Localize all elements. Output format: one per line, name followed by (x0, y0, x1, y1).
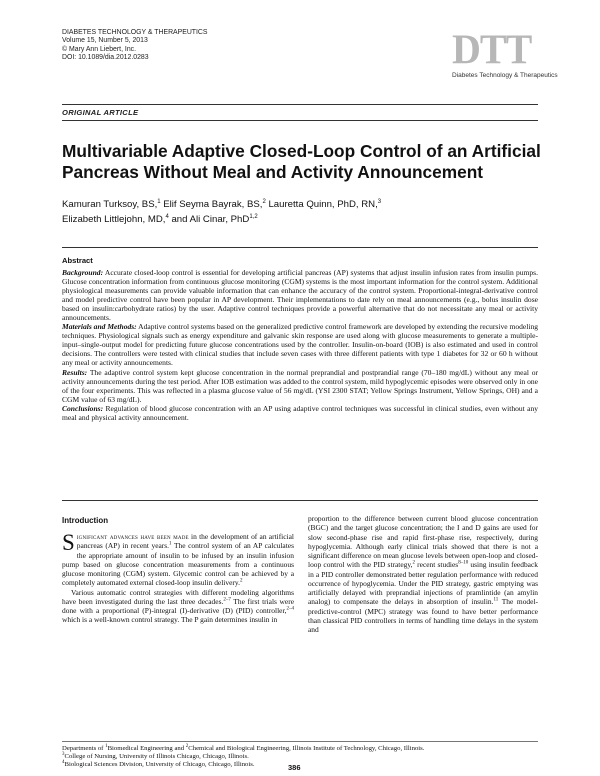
affiliation: Departments of $^1$Biomedical Engineering and $^2$Chemical and Biological Engineering, Illinois Institute of Technology, Chicago, Illinois. (62, 743, 425, 752)
abstract-label: Background: (62, 268, 104, 277)
author: Kamuran Turksoy, BS, (62, 199, 158, 210)
journal-logo (452, 25, 558, 98)
abstract-heading: Abstract (62, 256, 93, 265)
journal-name: DIABETES TECHNOLOGY & THERAPEUTICS (62, 29, 208, 36)
citation: 11 (493, 597, 499, 603)
header-rule-lower (62, 120, 538, 121)
abstract-label: Materials and Methods: (62, 322, 137, 332)
drop-cap: S (62, 530, 75, 555)
abstract-body (62, 268, 538, 422)
abstract-results: Results: The adaptive control system kept glucose concentration in the normal preprandial and postprandial range (70–180 mg/dL) without any meal or activity announcements during the test period. After IOB estimation was added to the control system, mild hypoglycemic episodes were observed only in one of the four experiments. This was reflected in a plasma glucose value of 56 mg/dL (YSI 2300 STAT; Yellow Springs Instrument, Yellow Springs, OH) and a CGM value of 63 mg/dL). (62, 367, 538, 404)
citation: 2 (412, 560, 415, 566)
author: Elizabeth Littlejohn, MD, (62, 213, 166, 225)
abstract-conclusions: Conclusions: Regulation of blood glucose concentration with an AP using adaptive control techniques was successful in clinical studies, even without any meal and physical activity announcement. (62, 403, 538, 422)
author: Elif Seyma Bayrak, BS, (160, 199, 263, 210)
author: and Ali Cinar, PhD (168, 213, 250, 225)
logo-letters: DTT (452, 25, 532, 74)
affiliation-mark: 3 (377, 198, 382, 205)
abstract-background: Background: Accurate closed-loop control is essential for developing artificial pancreas (AP) systems that adjust insulin infusion rates from insulin pumps. Glucose concentration information from continuous glucose monitoring (CGM) systems is the most important information for the control system. Additional physiological measurements can provide valuable information that can enhance the accuracy of the control system. Proportional-integral-derivative control and model predictive control have been popular in AP development. Their implementations to date rely on meal announcements (e.g., bolus insulin dose based on insulin:carbohydrate ratios) by the user. Adaptive control techniques provide a powerful alternative that do not necessitate any meal or activity announcements. (62, 268, 538, 323)
copyright: © Mary Ann Liebert, Inc. (62, 45, 137, 53)
text-column-left (62, 532, 294, 625)
section-heading-introduction: Introduction (62, 516, 109, 525)
affiliation: $^3$College of Nursing, University of Illinois Chicago, Chicago, Illinois. (62, 751, 249, 761)
paragraph: proportion to the difference between current blood glucose concentration (BGC) and the target glucose concentration; the I and D gains are used for slow second-phase rise and rapid first-phase rise, respectively, during hypoglycemia. Although early clinical trials showed that there is not a significant difference on mean glucose levels between open-loop and closed-loop control with the PID strategy,$^2$ recent studies$^{8-10}$ using insulin feedback in a PID controller demonstrated better regulation performance with reduced occurrence of hypoglycemia. Under the PID strategy, gastric emptying was artificially delayed with preprandial injections of pramlintide (an amylin analog) to compensate the delays in absorption of insulin.$^{11}$ The model-predictive-control (MPC) strategy was found to have better performance than classical PID controllers in terms of handling time delays in the system and (308, 514, 538, 634)
affiliation-mark: 1,2 (249, 213, 258, 220)
header-rule (62, 104, 538, 105)
citation: 2–7 (223, 597, 231, 603)
journal-volume: Volume 15, Number 5, 2013 (62, 37, 148, 45)
citation: 1 (169, 541, 172, 547)
article-type: ORIGINAL ARTICLE (62, 108, 139, 117)
logo-subtitle: Diabetes Technology & Therapeutics (452, 72, 558, 79)
citation: 2–4 (286, 606, 294, 612)
abstract-label: Results: (62, 367, 88, 377)
article-title: Multivariable Adaptive Closed-Loop Control of an Artificial Pancreas Without Meal and Activity Announcement (62, 141, 541, 182)
text-column-right (308, 514, 538, 634)
doi: DOI: 10.1089/dia.2012.0283 (62, 53, 149, 61)
affiliation: $^4$Biological Sciences Division, University of Chicago, Chicago, Illinois. (62, 760, 255, 769)
abstract-rule-lower (62, 500, 538, 501)
affiliation-mark: 4 (165, 213, 169, 220)
citation: 2 (239, 578, 243, 584)
affiliation-mark: 1 (157, 198, 161, 205)
affiliation-mark: 2 (262, 198, 266, 205)
abstract-label: Conclusions: (62, 403, 104, 413)
author: Lauretta Quinn, PhD, RN, (265, 199, 378, 210)
paragraph: Significant advances have been made in the development of an artificial pancreas (AP) in recent years.$^1$ The control system of an AP calculates the appropriate amount of insulin to be infused by an insulin infusion pump based on glucose concentration measurements from a continuous glucose monitoring (CGM) system. Glycemic control can be achieved by a completely automated external closed-loop insulin delivery.$^2$ (62, 530, 294, 588)
paragraph: Various automatic control strategies with different modeling algorithms have been investigated during the last three decades.$^{2-7}$ The first trials were done with a proportional (P)-integral (I)-derivative (D) (PID) controller,$^{2-4}$ which is a well-known control strategy. The P gain determines insulin in (62, 587, 294, 625)
author-list (62, 198, 532, 227)
abstract-rule (62, 247, 538, 248)
abstract-methods: Materials and Methods: Adaptive control systems based on the generalized predictive control framework are developed by extending the recursive modeling techniques. Physiological signals such as energy expenditure and galvanic skin response are used along with glucose measurements to generate a multiple-input–single-output model for predicting future glucose concentrations used by the controller. Insulin-on-board (IOB) is also estimated and used in control decisions. The controllers were tested with clinical studies that include seven cases with three different patients with type 1 diabetes for 32 or 60 h without any meal or activity announcements. (62, 322, 538, 368)
footnote-rule (62, 741, 538, 742)
citation: 8–10 (458, 560, 469, 566)
page-number: 386 (288, 763, 301, 772)
journal-meta (62, 29, 208, 62)
